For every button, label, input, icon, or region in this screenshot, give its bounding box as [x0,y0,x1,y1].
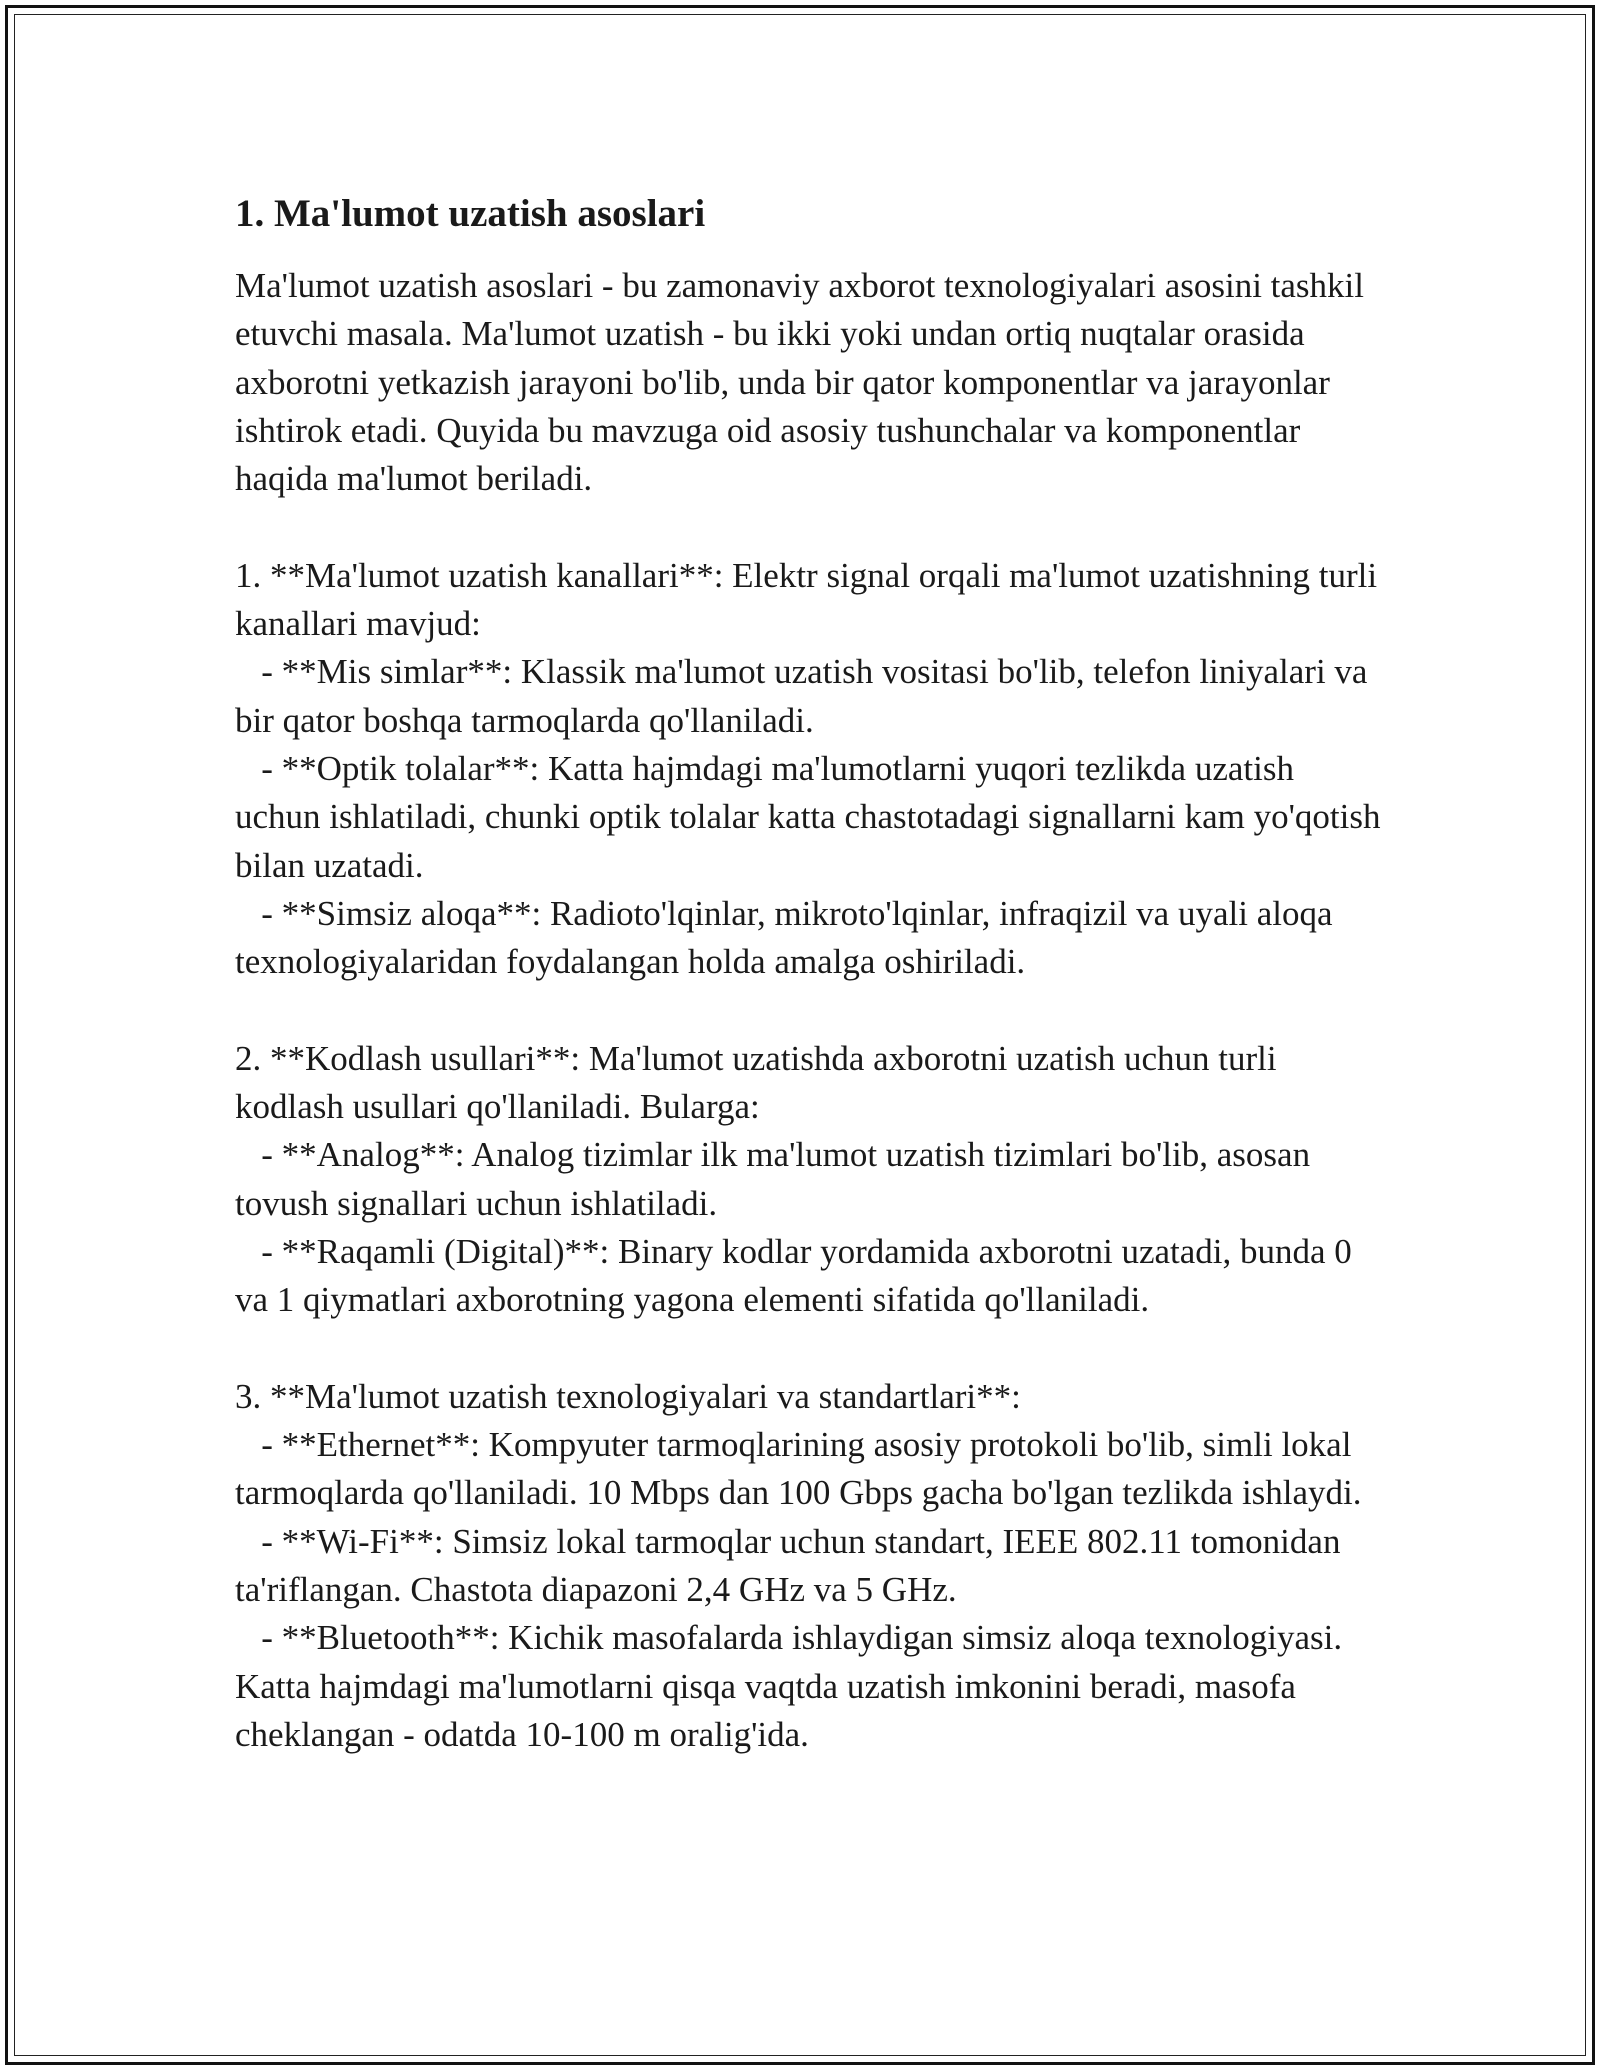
document-page [235,186,1385,1759]
document-body: Ma'lumot uzatish asoslari - bu zamonaviy axborot texnologiyalari asosini tashkil etuvchi masala. Ma'lumot uzatish - bu ikki yoki undan ortiq nuqtalar orasida axborotni yetkazish jarayoni bo'lib, unda bir qator komponentlar va jarayonlar ishtirok etadi. Quyida bu mavzuga oid asosiy tushunchalar va komponentlar haqida ma'lumot beriladi. 1. **Ma'lumot uzatish kanallari**: Elektr signal orqali ma'lumot uzatishning turli kanallari mavjud: - **Mis simlar**: Klassik ma'lumot uzatish vositasi bo'lib, telefon liniyalari va bir qator boshqa tarmoqlarda qo'llaniladi. - **Optik tolalar**: Katta hajmdagi ma'lumotlarni yuqori tezlikda uzatish uchun ishlatiladi, chunki optik tolalar katta chastotadagi signallarni kam yo'qotish bilan uzatadi. - **Simsiz aloqa**: Radioto'lqinlar, mikroto'lqinlar, infraqizil va uyali aloqa texnologiyalaridan foydalangan holda amalga oshiriladi. 2. **Kodlash usullari**: Ma'lumot uzatishda axborotni uzatish uchun turli kodlash usullari qo'llaniladi. Bularga: - **Analog**: Analog tizimlar ilk ma'lumot uzatish tizimlari bo'lib, asosan tovush signallari uchun ishlatiladi. - **Raqamli (Digital)**: Binary kodlar yordamida axborotni uzatadi, bunda 0 va 1 qiymatlari axborotning yagona elementi sifatida qo'llaniladi. 3. **Ma'lumot uzatish texnologiyalari va standartlari**: - **Ethernet**: Kompyuter tarmoqlarining asosiy protokoli bo'lib, simli lokal tarmoqlarda qo'llaniladi. 10 Mbps dan 100 Gbps gacha bo'lgan tezlikda ishlaydi. - **Wi-Fi**: Simsiz lokal tarmoqlar uchun standart, IEEE 802.11 tomonidan ta'riflangan. Chastota diapazoni 2,4 GHz va 5 GHz. - **Bluetooth**: Kichik masofalarda ishlaydigan simsiz aloqa texnologiyasi. Katta hajmdagi ma'lumotlarni qisqa vaqtda uzatish imkonini beradi, masofa cheklangan - odatda 10-100 m oralig'ida. [235,266,1381,1754]
document-title: 1. Ma'lumot uzatish asoslari [235,192,706,235]
